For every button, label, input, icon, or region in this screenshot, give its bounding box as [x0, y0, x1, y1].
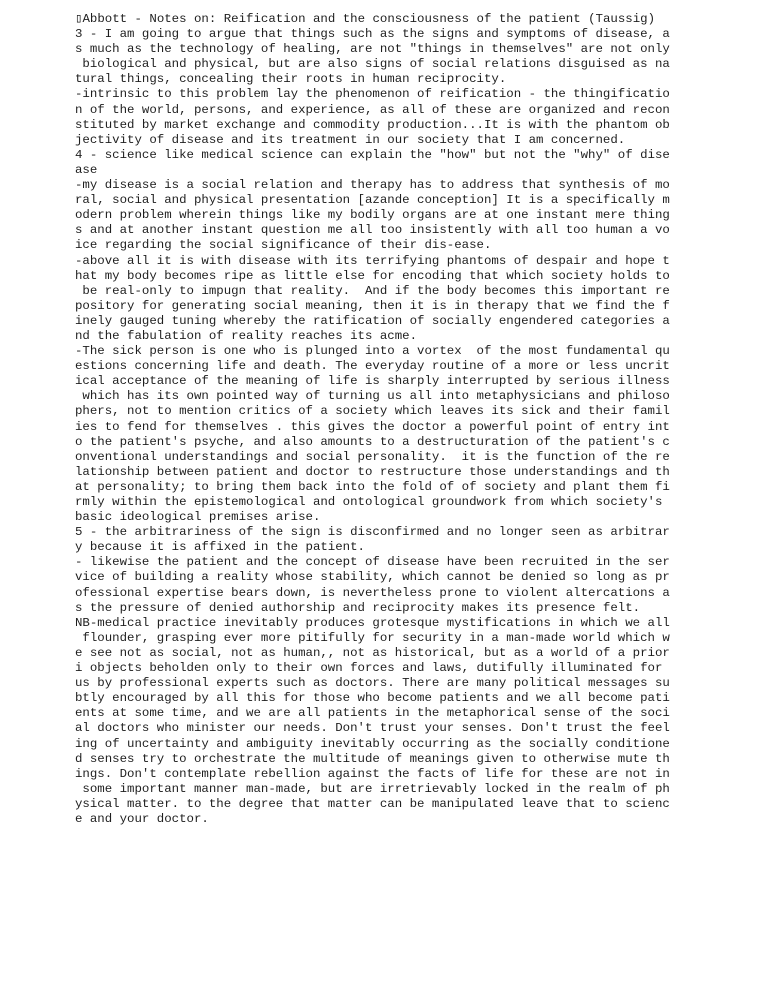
- text-line: estions concerning life and death. The everyday routine of a more or less uncrit: [75, 359, 670, 374]
- text-line: pository for generating social meaning, then it is in therapy that we find the f: [75, 298, 670, 313]
- text-line: e see not as social, not as human,, not as historical, but as a world of a prior: [75, 645, 670, 660]
- text-line: jectivity of disease and its treatment in our society that I am concerned.: [75, 132, 626, 147]
- text-line: vice of building a reality whose stability, which cannot be denied so long as pr: [75, 570, 670, 585]
- text-line: ice regarding the social significance of their dis-ease.: [75, 238, 492, 253]
- text-line: d senses try to orchestrate the multitude of meanings given to otherwise mute th: [75, 751, 670, 766]
- text-line: ofessional expertise bears down, is nevertheless prone to violent altercations a: [75, 585, 670, 600]
- text-line: us by professional experts such as doctors. There are many political messages su: [75, 676, 670, 691]
- text-line: ysical matter. to the degree that matter can be manipulated leave that to scienc: [75, 796, 670, 811]
- text-line: at personality; to bring them back into the fold of of society and plant them fi: [75, 479, 670, 494]
- text-line: biological and physical, but are also signs of social relations disguised as na: [75, 57, 670, 72]
- text-line: tural things, concealing their roots in human reciprocity.: [75, 72, 507, 87]
- text-line: s the pressure of denied authorship and reciprocity makes its presence felt.: [75, 600, 641, 615]
- text-line: ral, social and physical presentation [azande conception] It is a specifically m: [75, 193, 670, 208]
- text-line: lationship between patient and doctor to restructure those understandings and th: [75, 464, 670, 479]
- text-line: which has its own pointed way of turning us all into metaphysicians and philoso: [75, 389, 670, 404]
- text-line: stituted by market exchange and commodity production...It is with the phantom ob: [75, 117, 670, 132]
- text-line: ents at some time, and we are all patients in the metaphorical sense of the soci: [75, 706, 670, 721]
- text-line: n of the world, persons, and experience, as all of these are organized and recon: [75, 102, 670, 117]
- text-line: be real-only to impugn that reality. And if the body becomes this important re: [75, 283, 670, 298]
- text-line: btly encouraged by all this for those who become patients and we all become pati: [75, 691, 670, 706]
- text-line: odern problem wherein things like my bodily organs are at one instant mere thing: [75, 208, 670, 223]
- document-body: [75, 12, 765, 827]
- text-line: -above all it is with disease with its terrifying phantoms of despair and hope t: [75, 253, 670, 268]
- text-line: rmly within the epistemological and ontological groundwork from which society's: [75, 495, 663, 509]
- text-line: some important manner man-made, but are irretrievably locked in the realm of ph: [75, 781, 670, 796]
- text-line: -my disease is a social relation and therapy has to address that synthesis of mo: [75, 178, 670, 193]
- text-line: phers, not to mention critics of a society which leaves its sick and their famil: [75, 404, 670, 419]
- text-line: ings. Don't contemplate rebellion against the facts of life for these are not in: [75, 766, 670, 781]
- text-line: NB-medical practice inevitably produces grotesque mystifications in which we all: [75, 615, 670, 630]
- text-line: ing of uncertainty and ambiguity inevitably occurring as the socially conditione: [75, 736, 670, 751]
- text-line: -intrinsic to this problem lay the phenomenon of reification - the thingificatio: [75, 87, 670, 102]
- text-line: nd the fabulation of reality reaches its acme.: [75, 328, 418, 343]
- text-line: y because it is affixed in the patient.: [75, 540, 365, 555]
- document-title-line: ▯Abbott - Notes on: Reification and the consciousness of the patient (Taussig): [75, 12, 656, 26]
- text-line: ical acceptance of the meaning of life is sharply interrupted by serious illness: [75, 374, 670, 389]
- text-line: ase: [75, 162, 98, 177]
- text-line: - likewise the patient and the concept of disease have been recruited in the ser: [75, 555, 670, 570]
- text-line: flounder, grasping ever more pitifully for security in a man-made world which w: [75, 630, 670, 645]
- text-line: 3 - I am going to argue that things such as the signs and symptoms of disease, a: [75, 27, 670, 42]
- text-line: al doctors who minister our needs. Don't trust your senses. Don't trust the feel: [75, 721, 670, 736]
- text-line: basic ideological premises arise.: [75, 510, 321, 525]
- text-line: 4 - science like medical science can explain the "how" but not the "why" of dise: [75, 147, 670, 162]
- text-line: s much as the technology of healing, are not "things in themselves" are not only: [75, 42, 670, 57]
- text-line: inely gauged tuning whereby the ratification of socially engendered categories a: [75, 313, 670, 328]
- text-line: 5 - the arbitrariness of the sign is disconfirmed and no longer seen as arbitrar: [75, 525, 670, 540]
- text-line: hat my body becomes ripe as little else for encoding that which society holds to: [75, 268, 670, 283]
- text-line: e and your doctor.: [75, 811, 209, 826]
- text-line: onventional understandings and social personality. it is the function of the re: [75, 449, 670, 464]
- text-line: s and at another instant question me all too insistently with all too human a vo: [75, 223, 670, 238]
- text-line: o the patient's psyche, and also amounts to a destructuration of the patient's c: [75, 434, 670, 449]
- text-line: ies to fend for themselves . this gives the doctor a powerful point of entry int: [75, 419, 670, 434]
- text-line: i objects beholden only to their own forces and laws, dutifully illuminated for: [75, 661, 663, 676]
- text-line: -The sick person is one who is plunged into a vortex of the most fundamental qu: [75, 344, 670, 359]
